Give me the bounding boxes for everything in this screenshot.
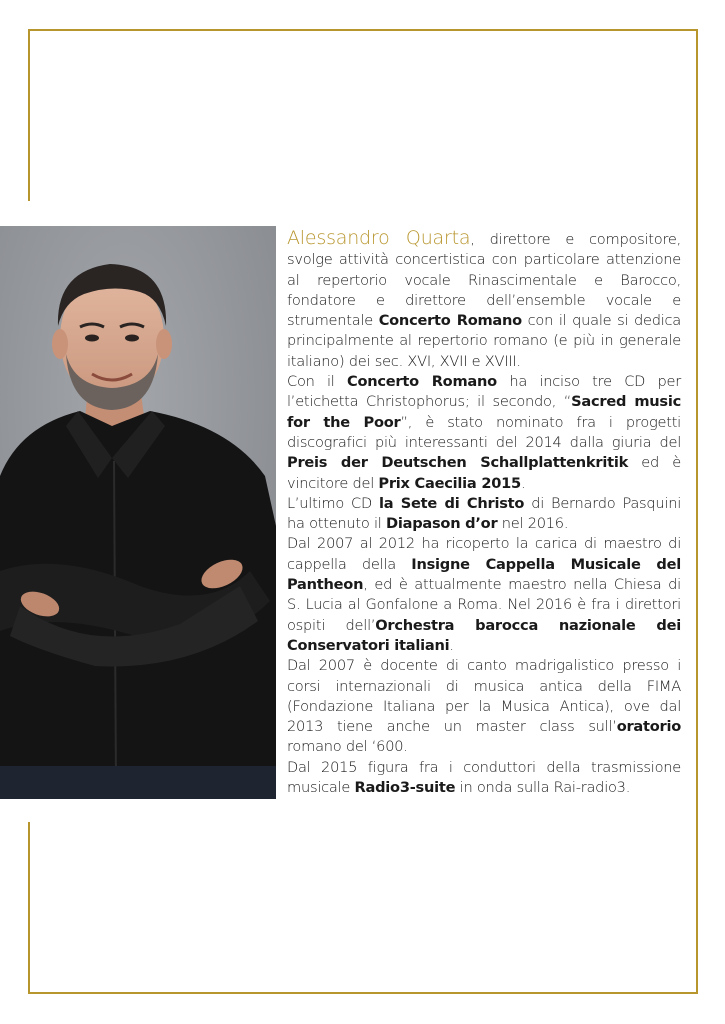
text-run: ha inciso tre CD per l’etichetta Christophorus; il secondo, “ — [287, 373, 681, 411]
portrait-illustration — [0, 226, 276, 799]
text-run: Con il — [287, 373, 347, 391]
text-run: Dal 2015 figura fra i conduttori della trasmissione musicale — [287, 758, 681, 797]
text-run: Dal 2007 al 2012 ha ricoperto la carica di maestro di cappella della — [287, 535, 681, 573]
frame-left-line-lower — [28, 822, 30, 994]
bold-text: Concerto Romano — [347, 373, 497, 391]
frame-top-line — [28, 29, 698, 31]
bold-text: Radio3-suite — [354, 779, 456, 797]
text-run: nel 2016. — [497, 515, 569, 533]
bio-paragraph-1 — [287, 228, 681, 372]
text-run: ed è vincitore del — [287, 454, 682, 492]
frame-right-line — [696, 29, 698, 994]
bio-paragraph-3 — [287, 494, 681, 535]
bold-text: Sacred music for the Poor — [287, 393, 681, 431]
text-run: , ed è attualmente maestro nella Chiesa di S. Lucia al Gonfalone a Roma. Nel 2016 è fra i direttori ospiti dell’ — [287, 576, 681, 634]
bold-text: oratorio — [616, 718, 681, 736]
text-run: di Bernardo Pasquini ha ottenuto il — [287, 494, 682, 533]
bold-text: Diapason d’or — [385, 515, 498, 533]
bio-runs-1 — [287, 231, 681, 370]
bold-text: Prix Caecilia 2015 — [378, 474, 521, 492]
text-run: . — [449, 636, 454, 654]
bold-text: Concerto Romano — [378, 312, 522, 330]
text-run: romano del ‘600. — [287, 738, 408, 756]
bio-paragraph-6 — [287, 758, 681, 799]
bio-paragraph-4 — [287, 534, 681, 656]
text-run: . — [520, 474, 526, 492]
text-run: L’ultimo CD — [287, 494, 379, 512]
bold-text: Insigne Cappella Musicale del Pantheon — [287, 555, 681, 594]
text-run: Dal 2007 è docente di canto madrigalistico presso i corsi internazionali di musica antica della FIMA (Fondazione Italiana per la Musica Antica), ove dal 2013 tiene anche un master class sull’ — [287, 657, 681, 736]
bio-paragraph-2 — [287, 372, 681, 494]
text-run: con il quale si dedica principalmente al repertorio romano (e più in generale italiano) dei sec. XVI, XVII e XVIII. — [287, 312, 681, 370]
bold-text: Preis der Deutschen Schallplattenkritik — [287, 454, 629, 472]
portrait-photo — [0, 226, 276, 799]
text-run: , direttore e compositore, svolge attività concertistica con particolare attenzione al repertorio vocale Rinascimentale e Barocco, fondatore e direttore dell’ensemble vocale e strumentale — [287, 231, 681, 330]
frame-bottom-line — [28, 992, 698, 994]
artist-name: Alessandro Quarta — [287, 227, 471, 249]
bold-text: la Sete di Christo — [378, 494, 525, 512]
biography-text — [287, 228, 681, 798]
text-run: ”, è stato nominato fra i progetti discografici più interessanti del 2014 dalla giuria del — [287, 413, 681, 451]
bio-paragraph-5 — [287, 656, 681, 757]
bold-text: Orchestra barocca nazionale dei Conservatori italiani — [287, 616, 681, 654]
text-run: in onda sulla Rai-radio3. — [455, 779, 631, 797]
frame-left-line-upper — [28, 29, 30, 201]
